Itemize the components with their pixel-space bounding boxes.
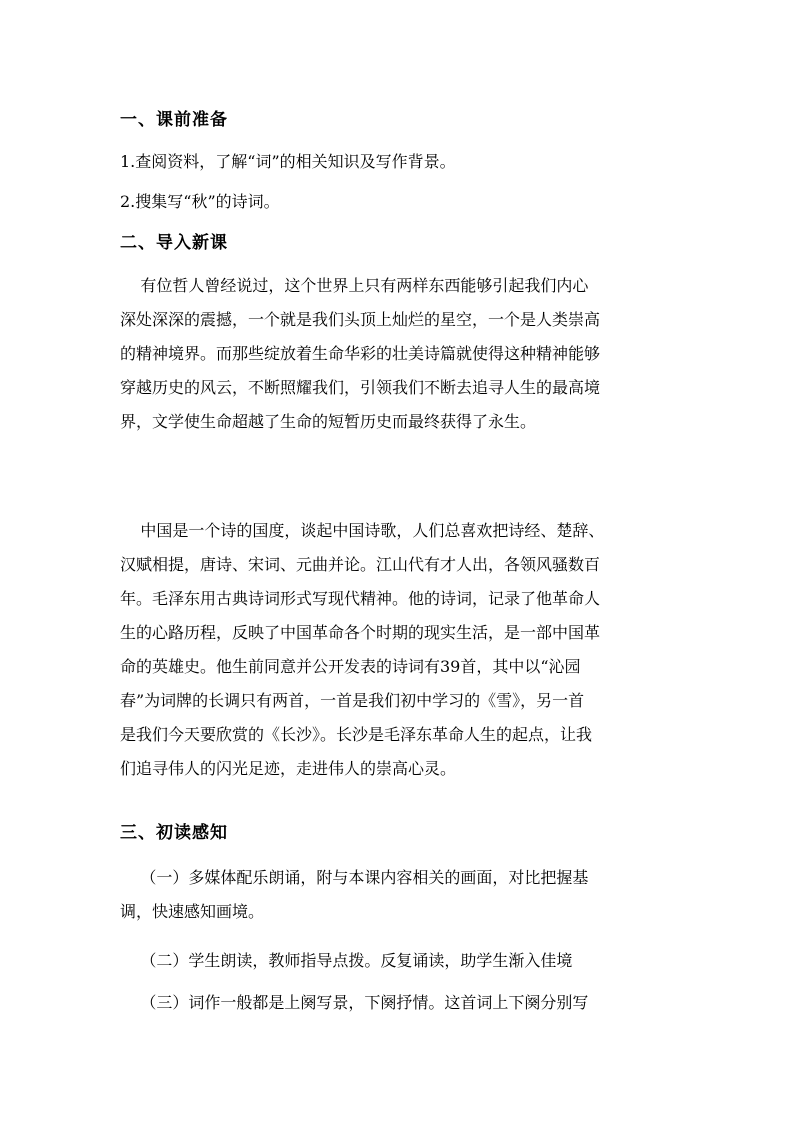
paragraph-line: 年。毛泽东用古典诗词形式写现代精神。他的诗词，记录了他革命人: [120, 589, 601, 608]
paragraph-line: 的精神境界。而那些绽放着生命华彩的壮美诗篇就使得这种精神能够: [120, 344, 601, 363]
paragraph-line: 穿越历史的风云，不断照耀我们，引领我们不断去追寻人生的最高境: [120, 378, 601, 397]
prep-item-1: 1.查阅资料，了解“词”的相关知识及写作背景。: [120, 152, 456, 171]
paragraph-line: 春”为词牌的长调只有两首，一首是我们初中学习的《雪》，另一首: [120, 691, 585, 710]
paragraph-line: 命的英雄史。他生前同意并公开发表的诗词有39首，其中以“沁园: [120, 657, 581, 676]
paragraph-line: 界，文学使生命超越了生命的短暂历史而最终获得了永生。: [120, 412, 537, 431]
reading-item-1: [120, 861, 680, 929]
paragraph-line: 中国是一个诗的国度，谈起中国诗歌，人们总喜欢把诗经、楚辞、: [120, 521, 605, 540]
paragraph-line: 们追寻伟人的闪光足迹，走进伟人的崇高心灵。: [120, 759, 457, 778]
intro-paragraph-2: [120, 514, 680, 786]
paragraph-line: 深处深深的震撼，一个就是我们头顶上灿烂的星空，一个是人类崇高: [120, 310, 601, 329]
paragraph-line: （一）多媒体配乐朗诵，附与本课内容相关的画面，对比把握基: [120, 868, 589, 887]
section-heading-reading: 三、初读感知: [120, 823, 228, 843]
paragraph-line: 生的心路历程，反映了中国革命各个时期的现实生活，是一部中国革: [120, 623, 601, 642]
paragraph-line: 是我们今天要欣赏的《长沙》。长沙是毛泽东革命人生的起点，让我: [120, 725, 593, 744]
paragraph-line: （三）词作一般都是上阕写景，下阕抒情。这首词上下阕分别写: [120, 993, 589, 1012]
paragraph-line: （二）学生朗读，教师指导点拨。反复诵读，助学生渐入佳境: [120, 951, 573, 970]
paragraph-line: 汉赋相提，唐诗、宋词、元曲并论。江山代有才人出，各领风骚数百: [120, 555, 601, 574]
section-heading-prep: 一、课前准备: [120, 110, 228, 130]
paragraph-line: 有位哲人曾经说过，这个世界上只有两样东西能够引起我们内心: [120, 276, 589, 295]
paragraph-line: 调，快速感知画境。: [120, 902, 265, 921]
reading-item-2: [120, 944, 680, 978]
intro-paragraph-1: [120, 269, 680, 439]
section-heading-intro: 二、导入新课: [120, 233, 228, 253]
reading-item-3: [120, 986, 680, 1020]
prep-item-2: 2.搜集写“秋”的诗词。: [120, 192, 280, 211]
